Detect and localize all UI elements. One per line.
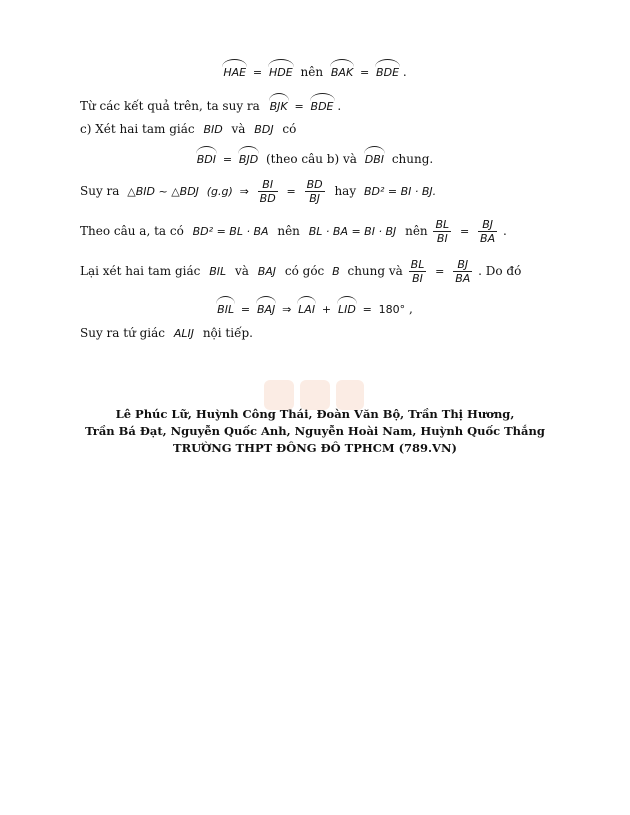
similar-triangles: △BID ~ △BDJ [127,185,199,198]
angle-hde: HDE [269,62,293,81]
text-line-6: Theo câu a, ta có BD² = BL · BA nên BL · BA = BI · BJ nên $\frac{BL}{BI}$ = $\frac{BJ}{BA}$ . [80,218,507,245]
credits-line-1: Lê Phúc Lữ, Huỳnh Công Thái, Đoàn Văn Bộ, Trần Thị Hương, [115,407,515,421]
line7-and: và [234,264,249,278]
triangle-bid: BID [203,123,223,136]
triangle-bdj: BDJ [254,123,274,136]
angle-lai: LAI [298,299,315,318]
text-line-7: Lại xét hai tam giác BIL và BAJ có góc B chung và $\frac{BL}{BI}$ = $\frac{BJ}{BA}$ . Do đó [80,258,522,285]
triangle-bil: BIL [209,265,227,278]
gg-label: (g.g) [206,185,233,198]
line2-prefix: Từ các kết quả trên, ta suy ra [80,99,260,113]
equation-line-8: BIL = BAJ ⇒ LAI + LID = 180° , [0,299,630,318]
angle-hae: HAE [223,62,246,81]
line4-suffix: chung. [391,152,434,166]
equation-line-4: BDI = BJD (theo câu b) và DBI chung. [0,149,630,168]
equation-bd2-bl-ba: BD² = BL · BA [192,225,269,238]
angle-bde-2: BDE [311,96,334,115]
angle-bjk: BJK [270,96,288,115]
fraction-bl-bi: $\frac{BL}{BI}$ [435,218,450,245]
equation-bd2: BD² = BI · BJ. [363,185,437,198]
text-line-3 [80,121,296,138]
line6-prefix: Theo câu a, ta có [80,224,184,238]
credits-line-3: TRƯỜNG THPT ĐÔNG ĐÔ TPHCM (789.VN) [173,441,457,455]
equation-bl-ba-bi-bj: BL · BA = BI · BJ [308,225,397,238]
text-line-9 [80,325,253,342]
credits-line-2: Trần Bá Đạt, Nguyễn Quốc Anh, Nguyễn Hoài Nam, Huỳnh Quốc Thắng [85,424,545,438]
angle-baj: BAJ [257,299,275,318]
line6-nen: nên [277,224,300,238]
equation-line-1: HAE = HDE nên BAK = BDE . [0,62,630,81]
line7-mid: có góc [284,264,325,278]
fraction-bj-ba: $\frac{BJ}{BA}$ [480,218,496,245]
fraction-bd-bj: $\frac{BD}{BJ}$ [306,178,323,205]
line3-suffix: có [282,122,297,136]
angle-dbi: DBI [365,149,384,168]
triangle-baj: BAJ [257,265,277,278]
line6-nen2: nên [405,224,428,238]
line3-and: và [231,122,246,136]
word-nen: nên [300,65,324,79]
line3-prefix: c) Xét hai tam giác [80,122,195,136]
angle-bil: BIL [217,299,234,318]
line7-suffix: . Do đó [478,264,522,278]
line9-prefix: Suy ra tứ giác [80,326,166,340]
value-180: 180° [378,303,406,316]
angle-lid: LID [338,299,356,318]
angle-bjd: BJD [239,149,258,168]
line9-suffix: nội tiếp. [202,326,253,340]
fraction-bj-ba-2: $\frac{BJ}{BA}$ [455,258,471,285]
angle-bde: BDE [376,62,399,81]
credits-block [0,406,630,457]
line7-mid2: chung và [347,264,403,278]
angle-bak: BAK [331,62,353,81]
fraction-bl-bi-2: $\frac{BL}{BI}$ [410,258,425,285]
line7-prefix: Lại xét hai tam giác [80,264,201,278]
text-line-5: Suy ra △BID ~ △BDJ (g.g) ⇒ $\frac{BI}{BD}$ = $\frac{BD}{BJ}$ hay BD² = BI · BJ. [80,178,437,205]
line4-note: (theo câu b) và [266,152,357,166]
angle-bdi: BDI [197,149,216,168]
text-line-2: Từ các kết quả trên, ta suy ra BJK = BDE . [80,96,341,115]
quadrilateral-alij: ALIJ [173,327,194,340]
fraction-bi-bd: $\frac{BI}{BD}$ [259,178,276,205]
line5-hay: hay [334,184,357,198]
line5-prefix: Suy ra [80,184,120,198]
angle-b: B [332,265,340,278]
